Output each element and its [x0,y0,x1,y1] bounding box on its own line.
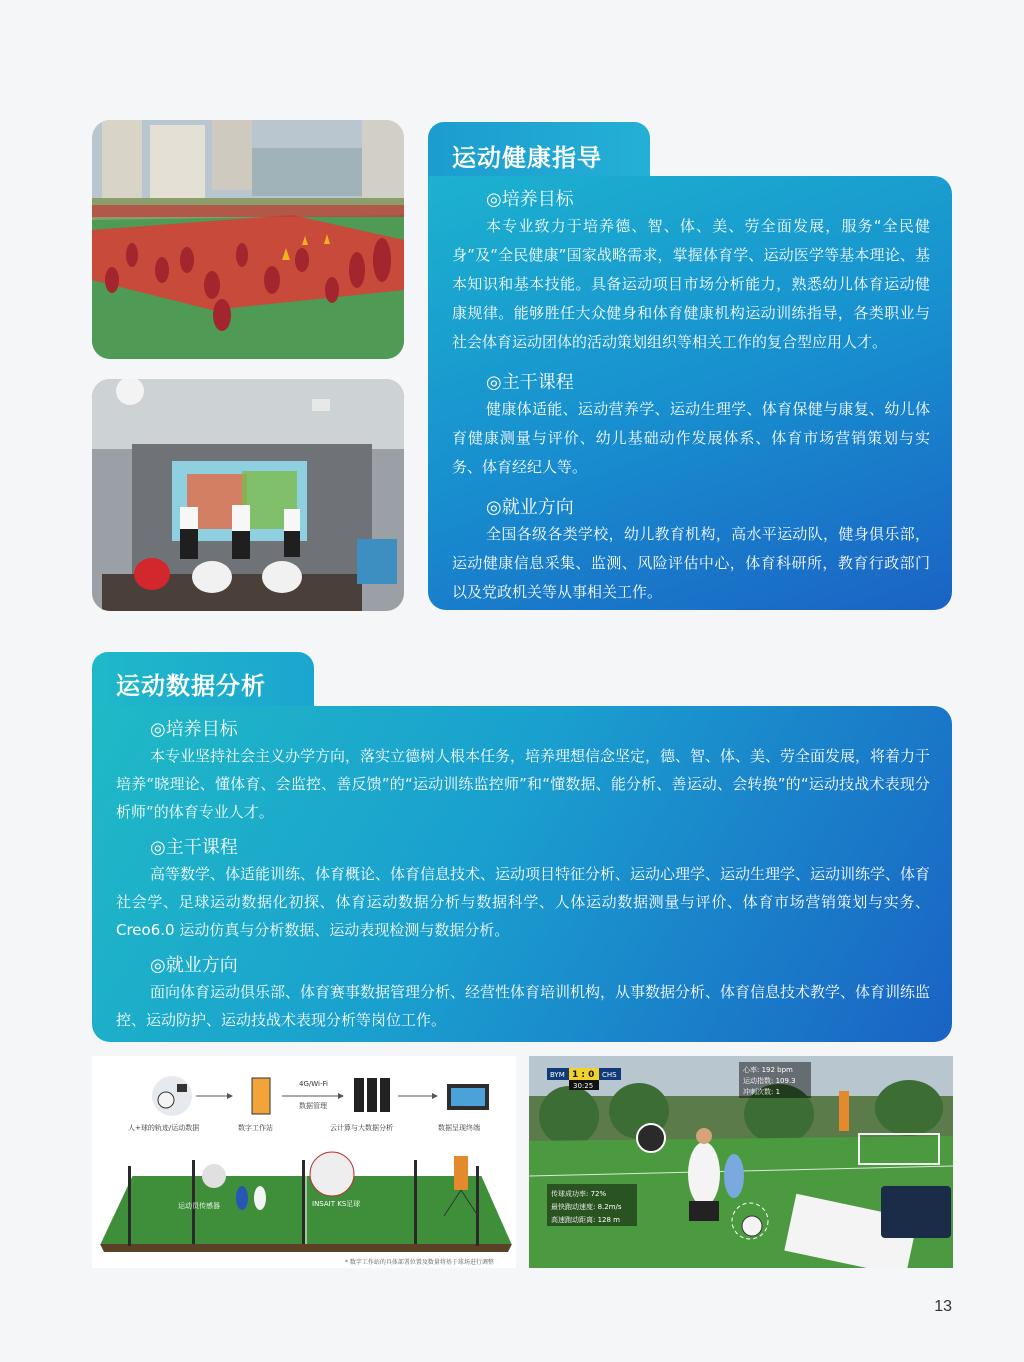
diagram-label-net2: 数据管理 [299,1102,327,1110]
section1-title: 运动健康指导 [452,144,602,172]
section2-title: 运动数据分析 [116,672,266,700]
kindergarten-photo-illustration [92,120,404,359]
section1-course-heading: ◎主干课程 [486,372,574,393]
diagram-label-net: 4G/Wi-Fi [299,1080,328,1088]
diagram-label-1: 人+球的轨迹/运动数据 [128,1124,200,1132]
sensor-closeup-icon [637,1124,665,1152]
match-clock: 30:25 [573,1082,594,1090]
diagram-label-2: 数字工作站 [238,1124,273,1132]
classroom-photo-illustration [92,379,404,611]
section1-goal-text: 本专业致力于培养德、智、体、美、劳全面发展，服务“全民健身”及“全民健康”国家战略需求，掌握体育学、运动医学等基本理论、基本知识和基本技能。具备运动项目市场分析能力，熟悉幼儿体育运动健康规律。能够胜任大众健身和体育健康机构运动训练指导，各类职业与社会体育运动团体的活动策划组织等相关工作的复合型应用人才。 [452,217,930,351]
tablet-icon [881,1186,951,1238]
score: 1 : 0 [572,1070,595,1080]
section2-job-text: 面向体育运动俱乐部、体育赛事数据管理分析、经营性体育培训机构，从事数据分析、体育信息技术教学、体育训练监控、运动防护、运动技战术表现分析等岗位工作。 [116,983,931,1029]
photo-kindergarten-activity [92,120,404,359]
match-photo-illustration [529,1056,953,1268]
match-analysis-photo [529,1056,953,1268]
stat-heart-rate: 心率: 192 bpm [743,1066,793,1074]
diagram-label-4: 数据呈现终端 [438,1124,480,1132]
section2-course-heading: ◎主干课程 [150,837,238,858]
section2-goal-heading: ◎培养目标 [150,719,238,740]
stat-hs-distance: 高速跑动距离: 128 m [551,1216,620,1224]
server-cluster-icon [354,1078,390,1112]
workstation-icon [252,1078,270,1114]
diagram-footnote: * 数字工作站的具体部署位置及数量将基于球场进行调整 [345,1259,494,1266]
smart-ball-icon [310,1152,354,1196]
diagram-illustration [92,1056,516,1268]
stat-max-speed: 最快跑动速度: 8.2m/s [551,1203,622,1211]
diagram-label-3: 云计算与大数据分析 [330,1124,393,1132]
section2-goal-text: 本专业坚持社会主义办学方向，落实立德树人根本任务，培养理想信念坚定，德、智、体、美、劳全面发展，将着力于培养“晓理论、懂体育、会监控、善反馈”的“运动训练监控师”和“懂数据、能分析、善运动、会转换”的“运动技战术表现分析师”的体育专业人才。 [116,747,931,821]
section1-job-text: 全国各级各类学校，幼儿教育机构，高水平运动队，健身俱乐部，运动健康信息采集、监测、风险评估中心，体育科研所，教育行政部门以及党政机关等从事相关工作。 [452,525,930,601]
section1-panel [428,176,952,610]
team-home: BYM [550,1071,565,1079]
stat-sprints: 冲刺次数: 1 [743,1088,781,1096]
section1-title-tab [428,122,650,184]
section2-job-heading: ◎就业方向 [150,955,238,976]
photo-classroom-presentation [92,379,404,611]
section2-title-tab [92,652,314,714]
section2-panel [92,706,952,1042]
page-number: 13 [934,1298,952,1315]
section1-goal-heading: ◎培养目标 [486,189,574,210]
diagram-label-ball: INSAIT KS足球 [312,1200,361,1208]
data-system-diagram [92,1056,516,1268]
diagram-label-sensor: 运动员传感器 [178,1202,220,1210]
section2-course-text: 高等数学、体适能训练、体育概论、体育信息技术、运动项目特征分析、运动心理学、运动生理学、运动训练学、体育社会学、足球运动数据化初探、体育运动数据分析与数据科学、人体运动数据测量与评价、体育市场营销策划与实务、Creo6.0 运动仿真与分析数据、运动表现检测与数据分析。 [116,865,931,939]
stat-speed-index: 运动指数: 109.3 [743,1077,796,1085]
section1-job-heading: ◎就业方向 [486,497,574,518]
team-away: CHS [602,1071,617,1079]
stat-pass-rate: 传球成功率: 72% [551,1190,607,1198]
section1-course-text: 健康体适能、运动营养学、运动生理学、体育保健与康复、幼儿体育健康测量与评价、幼儿基础动作发展体系、体育市场营销策划与实务、体育经纪人等。 [452,400,930,476]
